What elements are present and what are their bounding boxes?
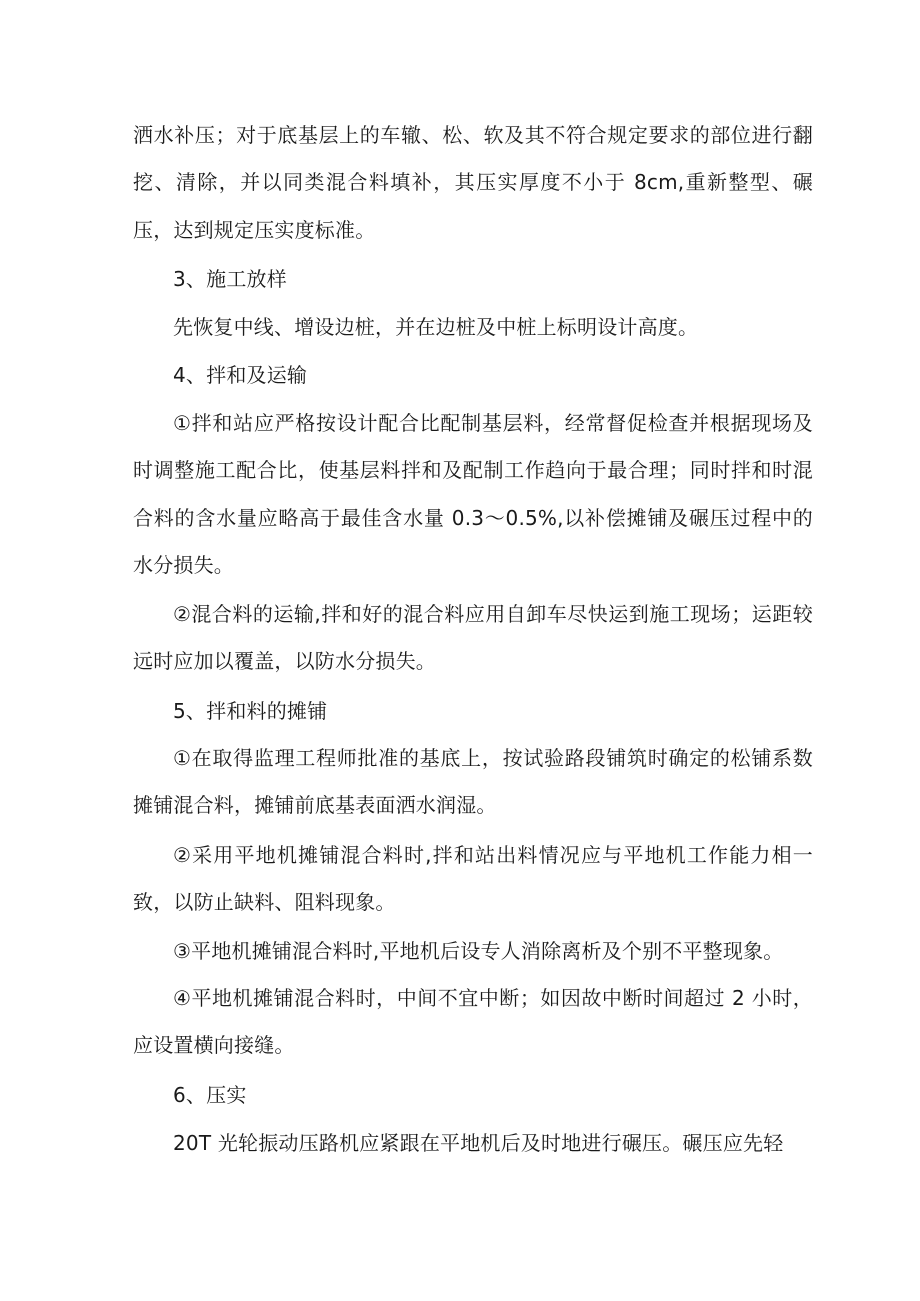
paragraph-mixing-station: ①拌和站应严格按设计配合比配制基层料，经常督促检查并根据现场及时调整施工配合比，使基层料拌和及配制工作趋向于最合理；同时拌和时混合料的含水量应略高于最佳含水量 0.3～0.5%,以补偿摊铺及碾压过程中的水分损失。 <box>133 411 813 577</box>
heading-construction-layout: 3、施工放样 <box>173 267 287 291</box>
paragraph-spreading-base: ①在取得监理工程师批准的基底上，按试验路段铺筑时确定的松铺系数摊铺混合料，摊铺前底基表面洒水润湿。 <box>133 746 813 818</box>
paragraph-roller: 20T 光轮振动压路机应紧跟在平地机后及时地进行碾压。碾压应先轻 <box>173 1131 784 1155</box>
paragraph-layout: 先恢复中线、增设边桩，并在边桩及中桩上标明设计高度。 <box>173 315 699 339</box>
paragraph-interruption: ④平地机摊铺混合料时，中间不宜中断；如因故中断时间超过 2 小时，应设置横向接缝。 <box>133 986 813 1058</box>
paragraph-grader-spreading: ②采用平地机摊铺混合料时,拌和站出料情况应与平地机工作能力相一致，以防止缺料、阻料现象。 <box>133 843 813 915</box>
heading-compaction: 6、压实 <box>173 1083 247 1107</box>
heading-spreading: 5、拌和料的摊铺 <box>173 699 328 723</box>
paragraph-mixture-transport: ②混合料的运输,拌和好的混合料应用自卸车尽快运到施工现场；运距较远时应加以覆盖，以防水分损失。 <box>133 602 813 674</box>
paragraph-segregation: ③平地机摊铺混合料时,平地机后设专人消除离析及个别不平整现象。 <box>173 939 784 963</box>
heading-mixing-transport: 4、拌和及运输 <box>173 363 308 387</box>
paragraph-continuation: 洒水补压；对于底基层上的车辙、松、软及其不符合规定要求的部位进行翻挖、清除，并以同类混合料填补，其压实厚度不小于 8cm,重新整型、碾压，达到规定压实度标准。 <box>133 123 813 242</box>
